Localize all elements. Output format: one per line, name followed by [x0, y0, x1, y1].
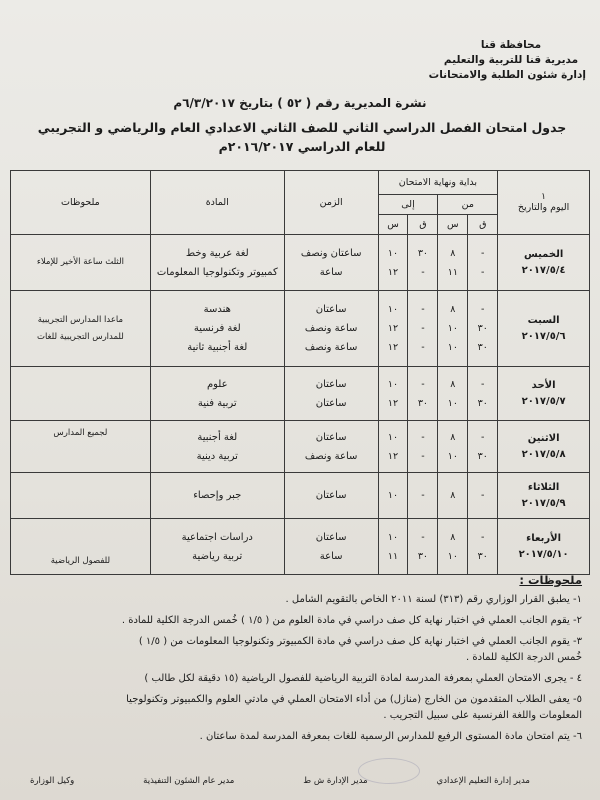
header-start-end: بداية ونهاية الامتحان [378, 171, 498, 195]
day-date-cell: الاثنين ٢٠١٧/٥/٨ [498, 421, 590, 473]
notes-cell: الثلث ساعة الأخير للإملاء [11, 235, 151, 291]
from-q-cell: - ٣٠ [468, 367, 498, 421]
time-cell: ساعتان ساعة ونصف [284, 421, 378, 473]
signature: مدير عام الشئون التنفيذية [143, 776, 235, 786]
from-s-cell: ٨ ١٠ [438, 519, 468, 575]
time-cell: ساعتان ونصف ساعة [284, 235, 378, 291]
from-s-cell: ٨ ١٠ ١٠ [438, 291, 468, 367]
from-q-cell: - ٣٠ ٣٠ [468, 291, 498, 367]
time-cell: ساعتان ساعة ونصف ساعة ونصف [284, 291, 378, 367]
from-q-cell: - [468, 473, 498, 519]
subject-cell: لغة أجنبية تربية دينية [150, 421, 284, 473]
ministry-header [428, 38, 586, 83]
to-q-cell: ٣٠ - [408, 235, 438, 291]
header-from-s: س [438, 215, 468, 235]
document-title [24, 118, 580, 156]
subject-cell: هندسة لغة فرنسية لغة أجنبية ثانية [150, 291, 284, 367]
to-q-cell: - [408, 473, 438, 519]
notes-cell [11, 367, 151, 421]
from-s-cell: ٨ [438, 473, 468, 519]
header-from-q: ق [468, 215, 498, 235]
signature: مدير الإدارة ش ط [303, 776, 368, 786]
notes-section [14, 572, 582, 750]
to-q-cell: - ٣٠ [408, 367, 438, 421]
table-row [11, 291, 590, 367]
subject-cell: لغة عربية وخط كمبيوتر وتكنولوجيا المعلومات [150, 235, 284, 291]
note-item: ٤ - يجرى الامتحان العملي بمعرفة المدرسة لمادة التربية الرياضية للفصول الرياضية (١٥ دقيقة لكل طالب ) [144, 673, 582, 684]
table-row [11, 473, 590, 519]
table-row [11, 421, 590, 473]
header-notes: ملحوظات [11, 171, 151, 235]
from-s-cell: ٨ ١١ [438, 235, 468, 291]
from-q-cell: - - [468, 235, 498, 291]
header-day-date: ١ اليوم والتاريخ [498, 171, 590, 235]
to-q-cell: - ٣٠ [408, 519, 438, 575]
to-q-cell: - - - [408, 291, 438, 367]
table-row [11, 519, 590, 575]
from-q-cell: - ٣٠ [468, 519, 498, 575]
from-s-cell: ٨ ١٠ [438, 367, 468, 421]
day-date-cell: الخميس ٢٠١٧/٥/٤ [498, 235, 590, 291]
header-time: الزمن [284, 171, 378, 235]
day-date-cell: الأحد ٢٠١٧/٥/٧ [498, 367, 590, 421]
to-q-cell: - - [408, 421, 438, 473]
note-item: ٢- يقوم الجانب العملي في اختبار نهاية كل صف دراسي في مادة العلوم من ( ١/٥ ) خُمس الدرجة الكلية للمادة . [121, 615, 582, 626]
note-item: ٥- يعفى الطلاب المتقدمون من الخارج (منازل) من أداء الامتحان العملي في مادتي العلوم والكمبيوتر وتكنولوجيا المعلومات واللغة الفرنسية على سبيل التجريب . [126, 694, 582, 721]
title-line: للعام الدراسي ٢٠١٦/٢٠١٧م [218, 139, 386, 154]
table-row [11, 235, 590, 291]
time-cell: ساعتان [284, 473, 378, 519]
notes-heading: ملحوظات : [519, 573, 582, 587]
from-s-cell: ٨ ١٠ [438, 421, 468, 473]
note-item: ١- يطبق القرار الوزاري رقم (٣١٣) لسنة ٢٠١١ الخاص بالتقويم الشامل . [285, 594, 582, 605]
note-item: ٣- يقوم الجانب العملي في اختبار نهاية كل صف دراسي في مادة الكمبيوتر وتكنولوجيا المعلومات من ( ١/٥ ) خُمس الدرجة الكلية للمادة . [138, 636, 582, 663]
header-from: من [438, 195, 498, 215]
time-cell: ساعتان ساعة [284, 519, 378, 575]
notes-cell [11, 473, 151, 519]
to-s-cell: ١٠ ١٢ [378, 235, 408, 291]
notes-cell: لجميع المدارس [11, 421, 151, 473]
title-line: جدول امتحان الفصل الدراسي الثاني للصف الثاني الاعدادي العام والرياضي و التجريبي [37, 120, 567, 135]
to-s-cell: ١٠ ١٢ [378, 367, 408, 421]
circular-number: نشرة المديرية رقم ( ٥٢ ) بتاريخ ٦/٣/٢٠١٧م [173, 96, 427, 110]
header-line: إدارة شئون الطلبة والامتحانات [428, 69, 586, 81]
signatures-row [30, 776, 530, 786]
notes-cell: ماعدا المدارس التجريبية للمدارس التجريبية للغات [11, 291, 151, 367]
header-subject: المادة [150, 171, 284, 235]
from-q-cell: - ٣٠ [468, 421, 498, 473]
to-s-cell: ١٠ [378, 473, 408, 519]
header-line: محافظة قنا [480, 39, 542, 51]
to-s-cell: ١٠ ١٢ [378, 421, 408, 473]
table-row [11, 367, 590, 421]
header-to-q: ق [408, 215, 438, 235]
day-date-cell: السبت ٢٠١٧/٥/٦ [498, 291, 590, 367]
notes-cell: للفصول الرياضية [11, 519, 151, 575]
note-item: ٦- يتم امتحان مادة المستوى الرفيع للمدارس الرسمية للغات بمعرفة المدرسة لمدة ساعتان . [199, 731, 582, 742]
to-s-cell: ١٠ ١٢ ١٢ [378, 291, 408, 367]
subject-cell: جبر وإحصاء [150, 473, 284, 519]
signature: وكيل الوزارة [30, 776, 75, 786]
day-date-cell: الثلاثاء ٢٠١٧/٥/٩ [498, 473, 590, 519]
subject-cell: دراسات اجتماعية تربية رياضية [150, 519, 284, 575]
signature: مدير إدارة التعليم الإعدادي [436, 776, 530, 786]
header-to: إلى [378, 195, 438, 215]
exam-schedule-table [10, 170, 590, 575]
header-line: مديرية قنا للتربية والتعليم [443, 54, 579, 66]
to-s-cell: ١٠ ١١ [378, 519, 408, 575]
time-cell: ساعتان ساعتان [284, 367, 378, 421]
header-to-s: س [378, 215, 408, 235]
subject-cell: علوم تربية فنية [150, 367, 284, 421]
day-date-cell: الأربعاء ٢٠١٧/٥/١٠ [498, 519, 590, 575]
